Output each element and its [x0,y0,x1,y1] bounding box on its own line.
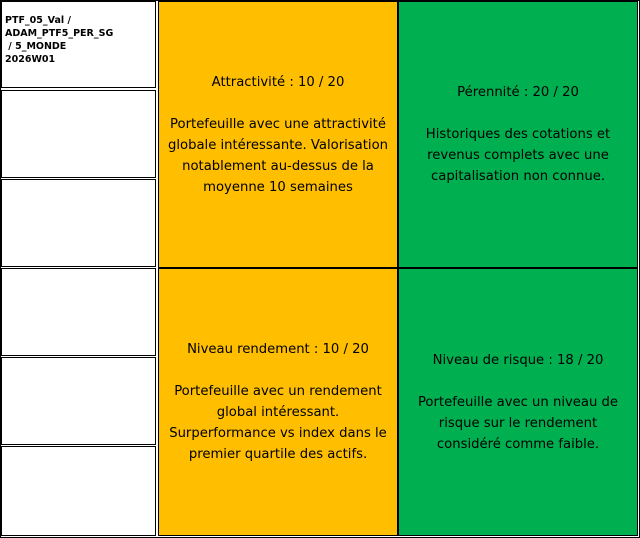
attractivite-panel [158,1,398,268]
attractivite-title: Attractivité : 10 / 20 [211,74,345,90]
portfolio-header-line: ADAM_PTF5_PER_SG [5,28,114,39]
perennite-title: Pérennité : 20 / 20 [457,85,579,100]
risque-panel [398,268,638,536]
portfolio-header-cell [1,1,156,88]
empty-cell [1,446,156,536]
perennite-panel [398,1,638,268]
rendement-description: Portefeuille avec un rendement global intéressant. Surperformance vs index dans le premier quartile des actifs. [169,384,387,462]
left-column [0,0,158,538]
attractivite-description: Portefeuille avec une attractivité globale intéressante. Valorisation notablement au-dessus de la moyenne 10 semaines [167,116,389,195]
portfolio-header-line: / 5_MONDE [5,41,67,52]
portfolio-header-line: 2026W01 [5,54,56,65]
risque-description: Portefeuille avec un niveau de risque sur le rendement considéré comme faible. [417,394,619,452]
portfolio-header-line: PTF_05_Val / [5,15,71,26]
risque-title: Niveau de risque : 18 / 20 [432,352,604,368]
empty-cell [1,179,156,267]
empty-cell [1,268,156,356]
perennite-description: Historiques des cotations et revenus complets avec une capitalisation non connue. [425,127,611,184]
empty-cell [1,90,156,178]
empty-cell [1,357,156,445]
rendement-panel [158,268,398,536]
rendement-title: Niveau rendement : 10 / 20 [187,342,369,357]
